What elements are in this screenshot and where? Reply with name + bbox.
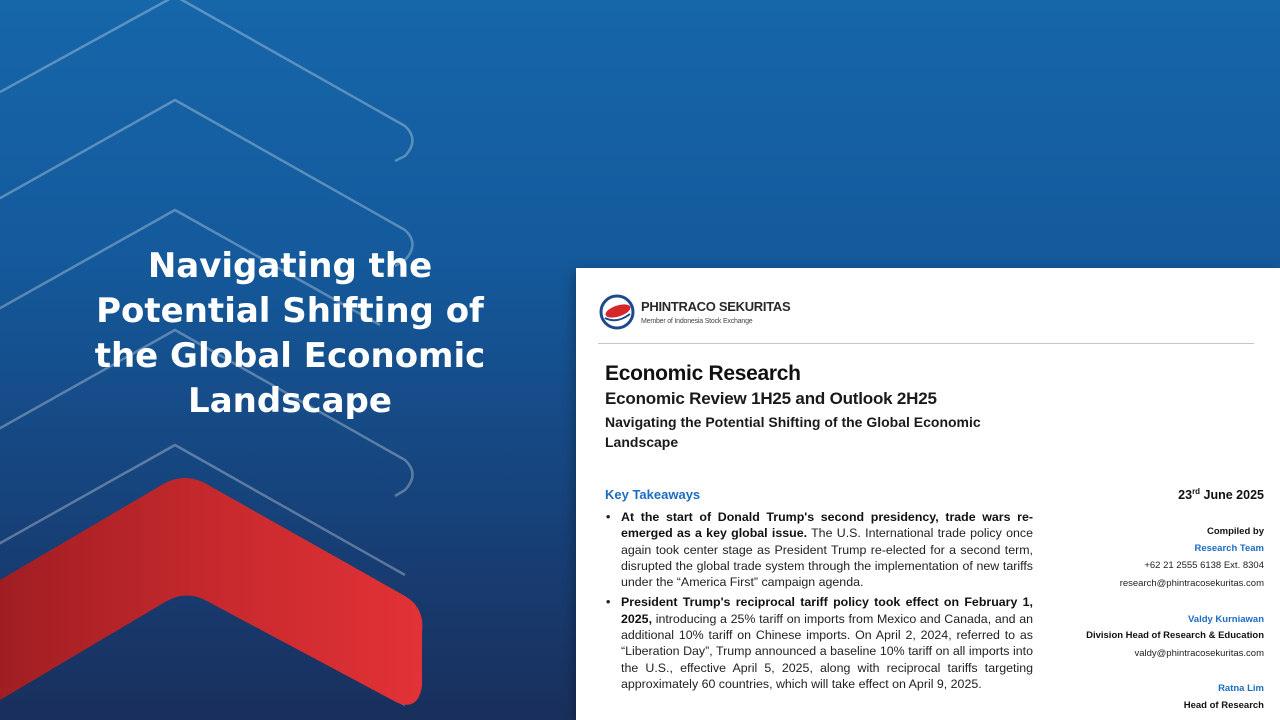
research-email: research@phintracosekuritas.com: [1119, 578, 1264, 589]
report-date: [1178, 487, 1264, 502]
bullet-text: The U.S. International trade policy once again took center stage as President Trump re-elected for a second term, disrupted the global trade system through the implementation of new tariffs under the “America First” campaign agenda.: [621, 526, 1033, 590]
hero-headline: [60, 244, 520, 424]
bullet-icon: •: [606, 595, 611, 610]
takeaways-list: [605, 509, 1033, 696]
document-title: Economic Review 1H25 and Outlook 2H25: [605, 389, 937, 408]
brand-name: PHINTRACO SEKURITAS: [641, 299, 791, 314]
document-section-title: Economic Research: [605, 362, 801, 385]
red-chevron-shape: [0, 478, 422, 705]
analyst-role: Head of Research: [1183, 700, 1264, 711]
analyst-role: Division Head of Research & Education: [1086, 630, 1264, 641]
header-divider: [598, 343, 1254, 344]
date-suffix: rd: [1192, 487, 1201, 496]
bullet-text: introducing a 25% tariff on imports from Mexico and Canada, and an additional 10% tariff on Chinese imports. On April 2, 2024, referred to as “Liberation Day”, Trump announced a baseline 10% tariff on all imports into the U.S., effective April 5, 2025, along with reciprocal tariffs targeting approximately 60 countries, which will take effect on April 9, 2025.: [621, 611, 1033, 691]
analyst-name: Ratna Lim: [1218, 683, 1264, 694]
bullet-bold-text: President Trump's reciprocal tariff policy took effect on February 1, 2025,: [621, 595, 1033, 626]
analyst-email: valdy@phintracosekuritas.com: [1134, 648, 1264, 659]
research-team-name: Research Team: [1194, 543, 1264, 554]
date-day: 23: [1178, 488, 1193, 503]
headline-line: the Global Economic: [94, 336, 486, 376]
phintraco-logo-icon: [599, 294, 635, 330]
brand-tagline: Member of Indonesia Stock Exchange: [641, 318, 753, 325]
analyst-name: Valdy Kurniawan: [1187, 614, 1264, 625]
bullet-bold-text: At the start of Donald Trump's second presidency, trade wars re-emerged as a key global issue.: [621, 510, 1033, 541]
document-subtitle: Navigating the Potential Shifting of the Global Economic Landscape: [605, 414, 981, 450]
list-item: [605, 509, 1033, 590]
report-document-preview: [576, 268, 1280, 720]
headline-line: Landscape: [188, 381, 392, 421]
compiled-by-label: Compiled by: [1206, 526, 1264, 537]
key-takeaways-heading: Key Takeaways: [605, 487, 701, 502]
list-item: [605, 594, 1033, 692]
date-month-year: June 2025: [1200, 488, 1264, 503]
headline-line: Navigating the: [147, 246, 433, 286]
research-phone: +62 21 2555 6138 Ext. 8304: [1144, 560, 1264, 571]
bullet-icon: •: [606, 510, 611, 524]
headline-line: Potential Shifting of: [96, 291, 484, 331]
